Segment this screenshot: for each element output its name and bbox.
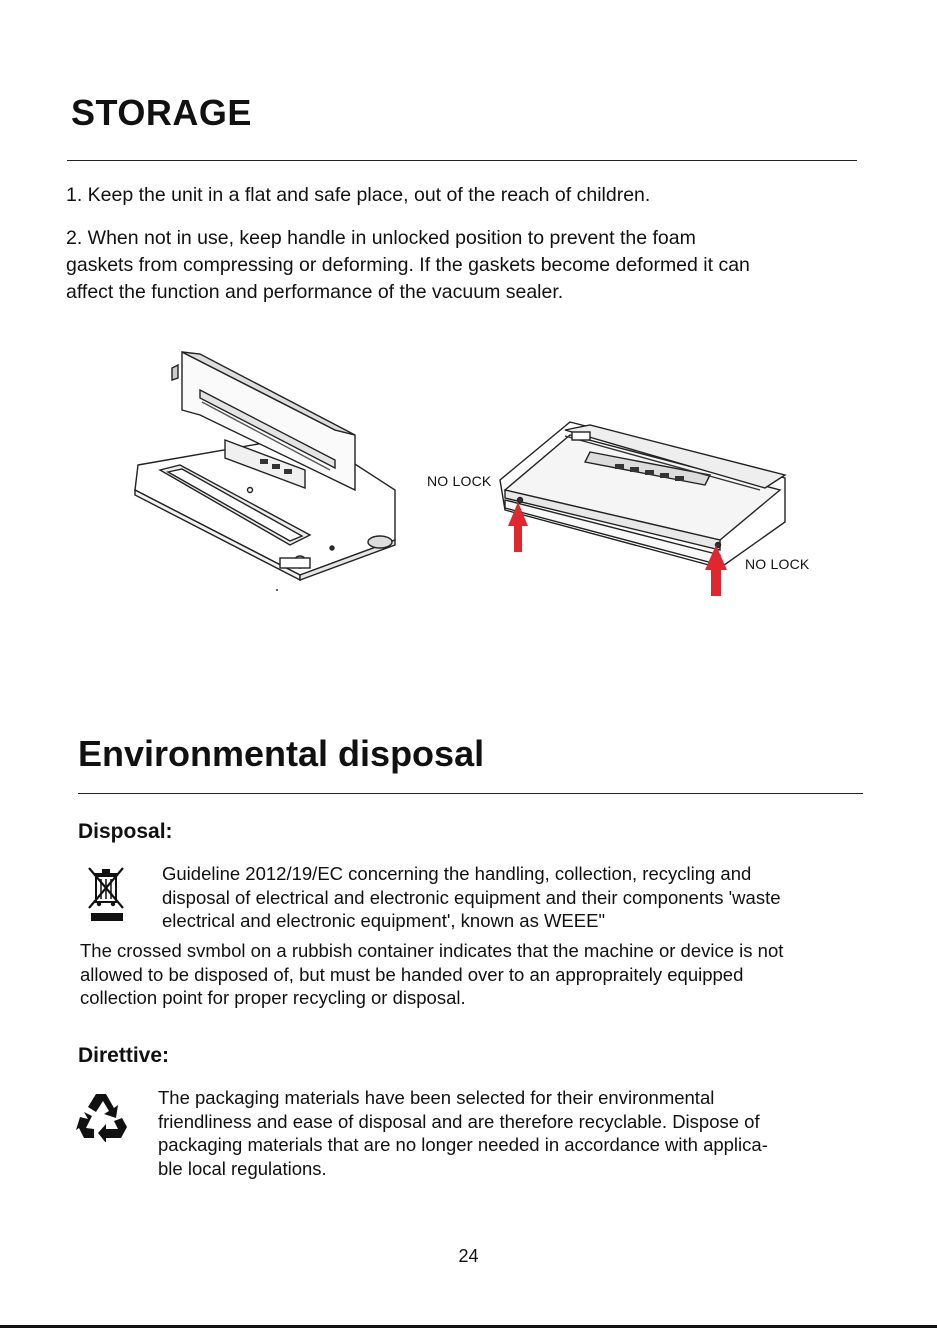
storage-item-2-line: affect the function and performance of the vacuum sealer. [66,281,564,303]
storage-item-1: 1. Keep the unit in a flat and safe place, out of the reach of children. [66,184,651,206]
sealer-open-illustration [135,352,395,580]
env-divider [78,793,863,794]
no-lock-label-right: NO LOCK [745,556,810,572]
env-title: Environmental disposal [78,733,485,774]
guideline-text [162,862,781,933]
guideline-line: Guideline 2012/19/EC concerning the handling, collection, recycling and [162,863,752,884]
direttive-heading: Direttive: [78,1044,170,1067]
guideline-line: electrical and electronic equipment', known as WEEE" [162,910,606,931]
disposal-heading: Disposal: [78,820,173,843]
disposal-body-line: collection point for proper recycling or disposal. [80,987,466,1008]
storage-title: STORAGE [71,92,252,133]
direttive-body-line: ble local regulations. [158,1157,327,1179]
page-number: 24 [458,1246,479,1266]
storage-item-2-line: 2. When not in use, keep handle in unlocked position to prevent the foam [66,227,696,249]
weee-crossed-bin-icon [86,866,128,924]
figure-dot [276,589,278,591]
disposal-body [80,939,783,1010]
disposal-body-line: The crossed svmbol on a rubbish container indicates that the machine or device is not [80,940,784,961]
no-lock-label-left: NO LOCK [427,473,492,489]
storage-item-2 [66,225,750,306]
disposal-body-line: allowed to be disposed of, but must be handed over to an appropraitely equipped [80,963,744,985]
sealer-closed-illustration [500,422,785,568]
recycle-icon [76,1088,130,1142]
direttive-body-line: packaging materials that are no longer needed in accordance with applica- [158,1134,768,1155]
direttive-body-line: friendliness and ease of disposal and are therefore recyclable. Dispose of [158,1110,760,1132]
storage-divider [67,160,857,161]
storage-item-2-line: gaskets from compressing or deforming. If the gaskets become deformed it can [66,254,750,276]
direttive-body [158,1086,768,1180]
direttive-body-line: The packaging materials have been selected for their environmental [158,1087,715,1108]
guideline-line: disposal of electrical and electronic equipment and their components 'waste [162,886,781,908]
